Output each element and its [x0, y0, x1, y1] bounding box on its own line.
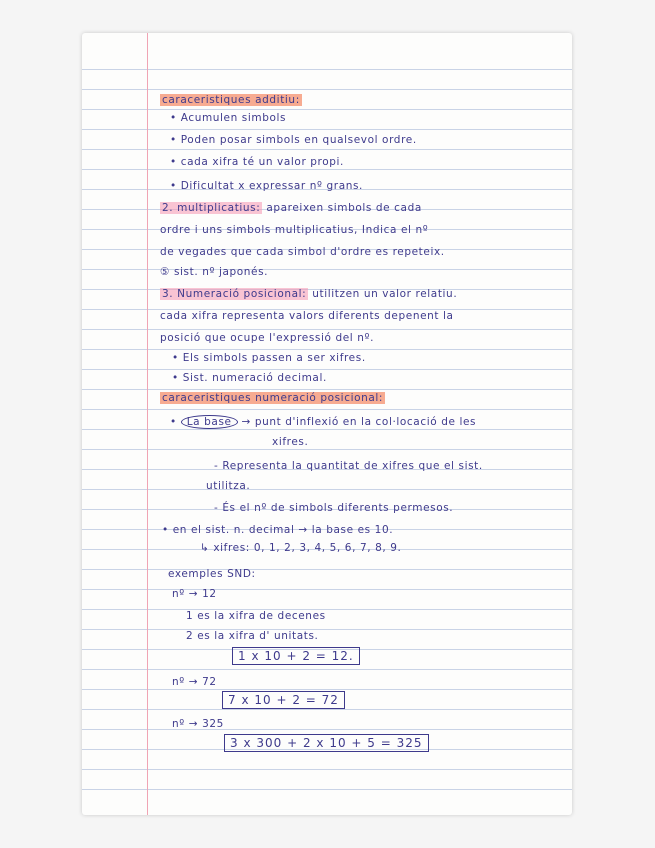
note-line: • Poden posar simbols en qualsevol ordre. — [170, 134, 417, 146]
note-line: 2 es la xifra d' unitats. — [186, 630, 319, 642]
note-line: exemples SND: — [168, 568, 256, 580]
ruled-line — [82, 129, 572, 130]
ruled-line — [82, 689, 572, 690]
heading-multiplicative: 2. multiplicatius: apareixen simbols de cada — [162, 202, 422, 214]
note-line: • Dificultat x expressar nº grans. — [170, 180, 363, 192]
boxed-equation: 1 x 10 + 2 = 12. — [232, 649, 360, 663]
ruled-line — [82, 409, 572, 410]
note-line: posició que ocupe l'expressió del nº. — [160, 332, 375, 344]
ruled-line — [82, 449, 572, 450]
ruled-line — [82, 569, 572, 570]
ruled-line — [82, 729, 572, 730]
ruled-line — [82, 489, 572, 490]
boxed-equation: 3 x 300 + 2 x 10 + 5 = 325 — [224, 736, 429, 750]
ruled-line — [82, 69, 572, 70]
ruled-line — [82, 429, 572, 430]
note-line: - És el nº de simbols diferents permesos. — [214, 502, 454, 514]
note-line: 1 es la xifra de decenes — [186, 610, 326, 622]
note-line: - Representa la quantitat de xifres que el sist. — [214, 460, 483, 472]
note-line: cada xifra representa valors diferents depenent la — [160, 310, 454, 322]
ruled-line — [82, 89, 572, 90]
ruled-line — [82, 769, 572, 770]
ruled-line — [82, 589, 572, 590]
ruled-line — [82, 169, 572, 170]
note-line: • Acumulen simbols — [170, 112, 287, 124]
ruled-line — [82, 149, 572, 150]
heading-additive: caraceristiques additiu: — [162, 94, 300, 106]
ruled-line — [82, 329, 572, 330]
note-line: utilitza. — [206, 480, 251, 492]
ruled-line — [82, 609, 572, 610]
ruled-line — [82, 269, 572, 270]
note-line: ⑤ sist. nº japonés. — [160, 266, 269, 278]
ruled-line — [82, 669, 572, 670]
note-line: • cada xifra té un valor propi. — [170, 156, 344, 168]
ruled-line — [82, 789, 572, 790]
note-line: nº → 12 — [172, 588, 217, 600]
heading-positional: 3. Numeració posicional: utilitzen un valor relatiu. — [162, 288, 458, 300]
note-line: nº → 72 — [172, 676, 217, 688]
circled-term: La base — [181, 415, 238, 429]
note-line: nº → 325 — [172, 718, 224, 730]
ruled-line — [82, 109, 572, 110]
ruled-line — [82, 369, 572, 370]
heading-positional-features: caraceristiques numeració posicional: — [162, 392, 384, 404]
margin-line — [147, 33, 148, 815]
note-line: • Els simbols passen a ser xifres. — [172, 352, 366, 364]
ruled-line — [82, 349, 572, 350]
ruled-line — [82, 389, 572, 390]
notebook-page — [82, 33, 572, 815]
note-line: • Sist. numeració decimal. — [172, 372, 327, 384]
boxed-equation: 7 x 10 + 2 = 72 — [222, 693, 345, 707]
note-line: ordre i uns simbols multiplicatius, Indica el nº — [160, 224, 429, 236]
note-line: • en el sist. n. decimal → la base es 10. — [162, 524, 394, 536]
note-line: xifres. — [272, 436, 309, 448]
ruled-line — [82, 629, 572, 630]
note-line: ↳ xifres: 0, 1, 2, 3, 4, 5, 6, 7, 8, 9. — [200, 542, 402, 554]
note-line: • La base → punt d'inflexió en la col·locació de les — [170, 416, 477, 428]
ruled-line — [82, 709, 572, 710]
note-line: de vegades que cada simbol d'ordre es repeteix. — [160, 246, 445, 258]
